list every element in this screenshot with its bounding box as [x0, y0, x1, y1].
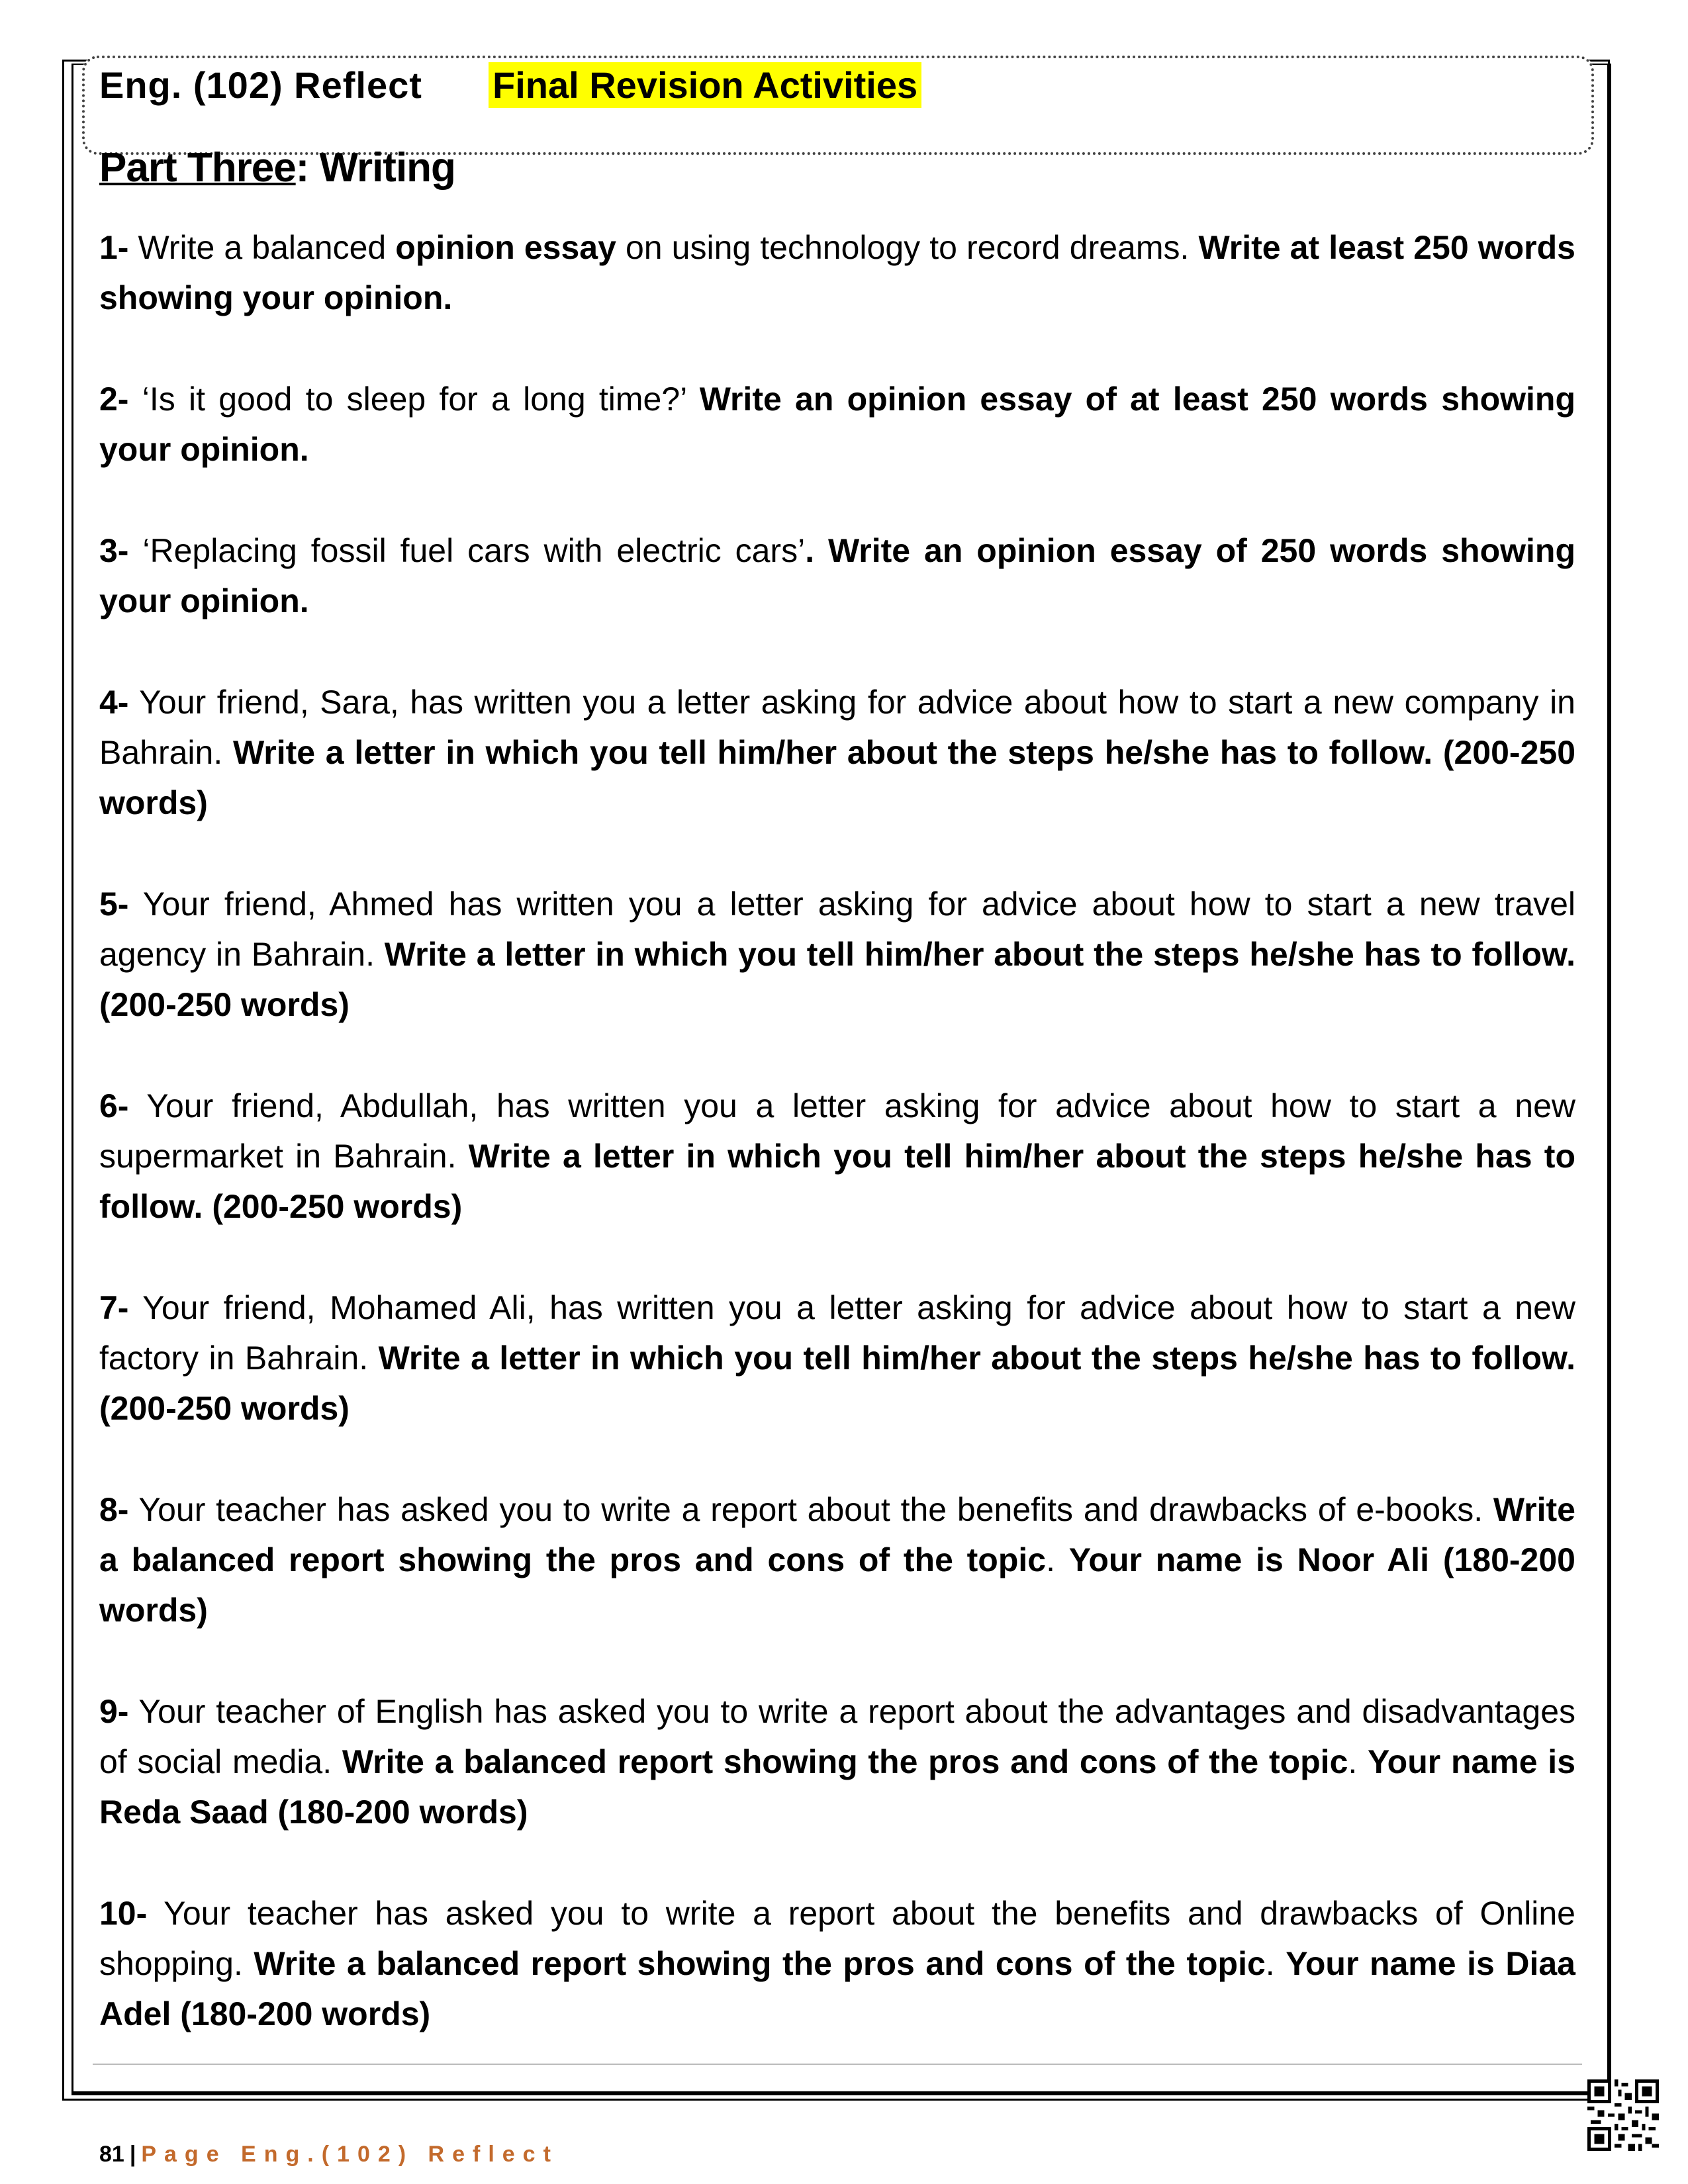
- course-title: Eng. (102) Reflect: [99, 64, 422, 106]
- list-item: 9- Your teacher of English has asked you to write a report about the advantages and disadvantages of social media. Write a balanced report showing the pros and cons of the topic. Your name is Reda Saad (180-200 words): [99, 1693, 1576, 1831]
- list-item: 4- Your friend, Sara, has written you a letter asking for advice about how to start a new company in Bahrain. Write a letter in which you tell him/her about the steps he/she has to follow. (200-250 words): [99, 684, 1575, 821]
- writing-tasks-list: [99, 222, 1575, 2090]
- list-item: 8- Your teacher has asked you to write a report about the benefits and drawbacks of e-books. Write a balanced report showing the pros and cons of the topic. Your name is Noor Ali (180-200 words): [99, 1491, 1575, 1629]
- section-heading-rest: : Writing: [295, 145, 455, 191]
- section-heading: [99, 144, 455, 191]
- list-item: 7- Your friend, Mohamed Ali, has written you a letter asking for advice about how to start a new factory in Bahrain. Write a letter in which you tell him/her about the steps he/she has to follow. (200-250 words): [99, 1289, 1575, 1427]
- footer-divider: [93, 2064, 1582, 2065]
- footer-separator: |: [129, 2142, 136, 2167]
- section-heading-underlined: Part Three: [99, 145, 296, 191]
- footer-text: Page Eng.(102) Reflect: [141, 2142, 559, 2167]
- list-item: 5- Your friend, Ahmed has written you a letter asking for advice about how to start a new travel agency in Bahrain. Write a letter in which you tell him/her about the steps he/she has to follow. (200-250 words): [99, 886, 1575, 1023]
- list-item: 6- Your friend, Abdullah, has written you a letter asking for advice about how to start a new supermarket in Bahrain. Write a letter in which you tell him/her about the steps he/she has to follow. (200-250 words): [99, 1087, 1575, 1225]
- revision-title-highlight: Final Revision Activities: [489, 62, 921, 108]
- page-footer: [99, 2142, 559, 2167]
- qr-code-icon: [1587, 2079, 1659, 2151]
- list-item: 10- Your teacher has asked you to write a report about the benefits and drawbacks of Online shopping. Write a balanced report showing the pros and cons of the topic. Your name is Diaa Adel (180-200 words): [99, 1895, 1575, 2032]
- page-number: 81: [99, 2142, 124, 2167]
- list-item: 1- Write a balanced opinion essay on using technology to record dreams. Write at least 250 words showing your opinion.: [99, 229, 1575, 316]
- list-item: 3- ‘Replacing fossil fuel cars with electric cars’. Write an opinion essay of 250 words showing your opinion.: [99, 532, 1576, 619]
- list-item: 2- ‘Is it good to sleep for a long time?’ Write an opinion essay of at least 250 words showing your opinion.: [99, 381, 1575, 468]
